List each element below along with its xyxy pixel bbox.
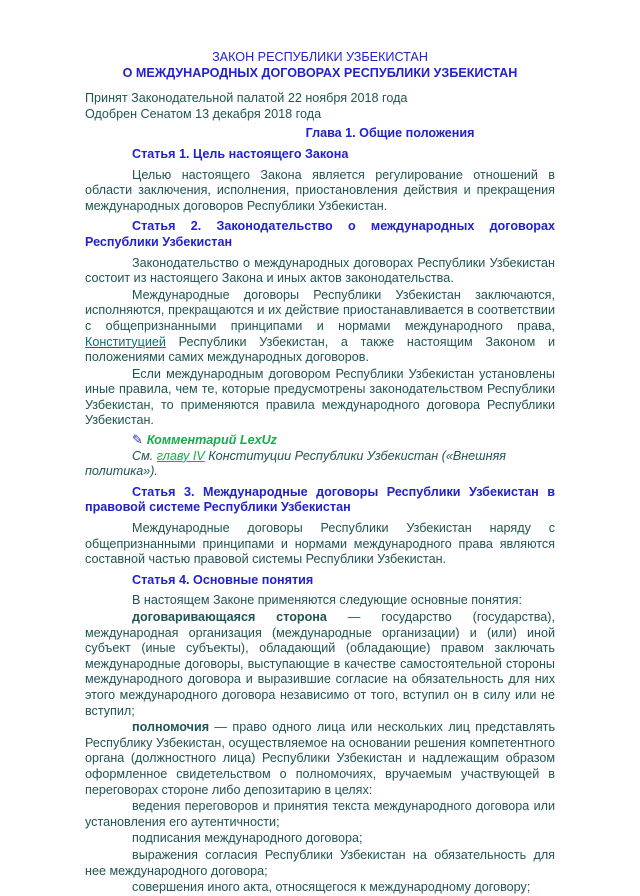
term-name: полномочия	[132, 720, 210, 735]
article-1-paragraph: Целью настоящего Закона является регулирование отношений в области заключения, исполнения, приостановления действия и прекращения международных договоров Республики Узбекистан.	[85, 167, 555, 213]
powers-subitem-3: выражения согласия Республики Узбекистан на обязательность для нее международного договора;	[85, 847, 555, 878]
article-4-heading: Статья 4. Основные понятия	[132, 572, 314, 587]
article-3-paragraph: Международные договоры Республики Узбекистан наряду с общепризнанными принципами и нормами международного права являются составной частью правовой системы Республики Узбекистан.	[85, 521, 555, 567]
article-1-heading: Статья 1. Цель настоящего Закона	[132, 146, 349, 161]
powers-subitem-1: ведения переговоров и принятия текста международного договора или установления его аутентичности;	[85, 799, 555, 829]
article-2-paragraph-1: Законодательство о международных договорах Республики Узбекистан состоит из настоящего Закона и иных актов законодательства.	[85, 255, 555, 286]
term-definition: — государство (государства), международная организация (международные организации) и (или) иной субъект (иные субъекты), обладающий (обладающие) правом заключать международные договоры, выступающие в качестве самостоятельной стороны международного договора и выразившие согласие на обязательность для них этого международного договора независимо от того, вступил он в силу или не вступил;	[85, 610, 555, 718]
term-name: договаривающаяся сторона	[132, 610, 327, 624]
article-2-paragraph-2	[85, 288, 555, 366]
article-2-paragraph-3: Если международным договором Республики Узбекистан установлены иные правила, чем те, которые предусмотрены законодательством Республики Узбекистан, то применяются правила международного договора Республики Узбекистан.	[85, 366, 555, 428]
definition-contracting-party	[85, 610, 555, 719]
constitution-link[interactable]: Конституцией	[85, 334, 166, 349]
constitution-chapter-iv-link[interactable]: главу IV	[156, 448, 205, 463]
term-definition: — право одного лица или нескольких лиц представлять Республику Узбекистан, осуществляемое на основании решения компетентного органа (должностного лица) Республики Узбекистан и надлежащим образом оформленное свидетельством о полномочиях, вручаемым участвующей в переговорах стороне либо депозитарию в целях:	[85, 720, 555, 797]
powers-subitem-4: совершения иного акта, относящегося к международному договору;	[132, 880, 531, 895]
article-3-heading: Статья 3. Международные договоры Республики Узбекистан в правовой системе Республики Узбекистан	[85, 484, 555, 515]
comment-text: Конституции Республики Узбекистан («Внешняя политика»).	[85, 448, 507, 479]
paragraph-text: Международные договоры Республики Узбекистан заключаются, исполняются, прекращаются и их действие приостанавливается в соответствии с общепризнанными принципами и нормами международного права,	[85, 287, 555, 333]
chapter-1-heading: Глава 1. Общие положения	[305, 126, 475, 141]
powers-subitem-2: подписания международного договора;	[132, 831, 363, 846]
article-4-intro: В настоящем Законе применяются следующие основные понятия:	[132, 593, 522, 608]
approved-line: Одобрен Сенатом 13 декабря 2018 года	[85, 106, 322, 121]
law-subtitle: О МЕЖДУНАРОДНЫХ ДОГОВОРАХ РЕСПУБЛИКИ УЗБЕКИСТАН	[122, 65, 518, 80]
definition-powers	[85, 720, 555, 798]
article-2-heading: Статья 2. Законодательство о международных договорах Республики Узбекистан	[85, 219, 555, 249]
paragraph-text: Республики Узбекистан, а также настоящим Законом и положениями самих международных договоров.	[85, 334, 555, 365]
adopted-line: Принят Законодательной палатой 22 ноября 2018 года	[85, 91, 408, 106]
pen-icon: ✎	[132, 432, 143, 448]
lexuz-comment-reference	[85, 449, 555, 480]
comment-text: См.	[132, 448, 157, 463]
lexuz-comment-link[interactable]: Комментарий LexUz	[146, 433, 277, 448]
law-title: ЗАКОН РЕСПУБЛИКИ УЗБЕКИСТАН	[212, 50, 428, 64]
lexuz-comment-header	[85, 432, 555, 449]
